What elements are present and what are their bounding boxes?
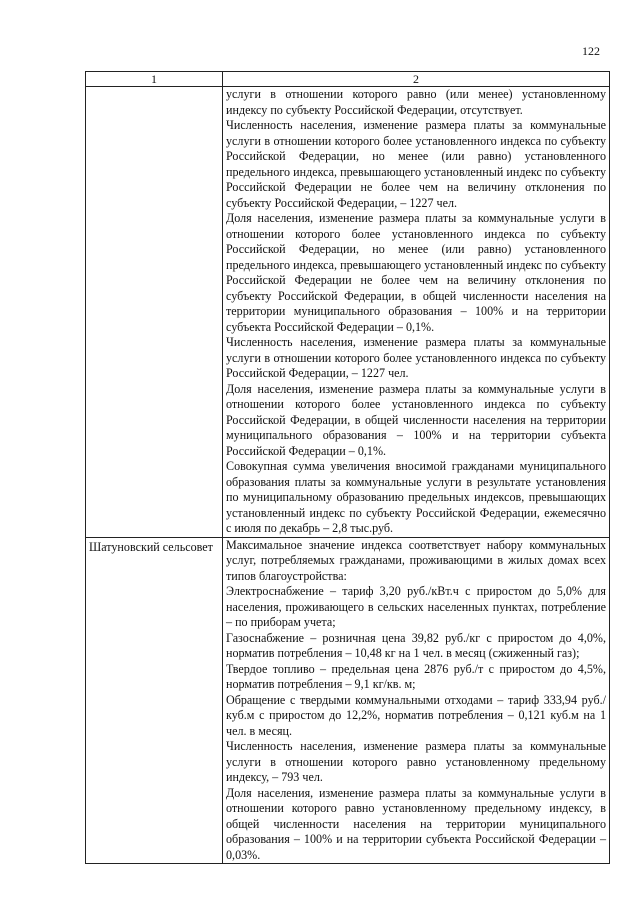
municipal-tariff-table xyxy=(85,71,610,864)
region-name xyxy=(89,87,219,89)
table-row xyxy=(86,87,610,538)
region-cell xyxy=(86,537,223,864)
paragraph: Численность населения, изменение размера платы за коммунальные услуги в отношении которого более установленного индекса по субъекту Российской Федерации, – 1227 чел. xyxy=(226,335,606,380)
description-cell xyxy=(223,537,610,864)
paragraph: Доля населения, изменение размера платы за коммунальные услуги в отношении которого более установленного индекса по субъекту Российской Федерации, но менее (или равно) установленного предельного индекса, превышающего установленный индекс по субъекту Российской Федерации не более чем на величину отклонения по субъекту Российской Федерации, в общей численности населения на территории муниципального образования – 100% и на территории субъекта Российской Федерации – 0,1%. xyxy=(226,211,606,334)
paragraph: услуги в отношении которого равно (или менее) установленному индексу по субъекту Российской Федерации, отсутствует. xyxy=(226,87,606,117)
paragraph: Газоснабжение – розничная цена 39,82 руб./кг с приростом до 4,0%, норматив потребления – 10,48 кг на 1 чел. в месяц (сжиженный газ); xyxy=(226,630,606,660)
column-header-2: 2 xyxy=(223,72,610,87)
paragraph: Электроснабжение – тариф 3,20 руб./кВт.ч с приростом до 5,0% для населения, проживающего в сельских населенных пунктах, потребление – по приборам учета; xyxy=(226,584,606,629)
description-cell xyxy=(223,87,610,538)
region-cell xyxy=(86,87,223,538)
paragraph: Доля населения, изменение размера платы за коммунальные услуги в отношении которого более установленного индекса по субъекту Российской Федерации, в общей численности населения на территории муниципального образования – 100% и на территории субъекта Российской Федерации – 0,1%. xyxy=(226,381,606,458)
table-row xyxy=(86,537,610,864)
table-header-row xyxy=(86,72,610,87)
region-name: Шатуновский сельсовет xyxy=(89,539,213,554)
paragraph: Твердое топливо – предельная цена 2876 руб./т с приростом до 4,5%, норматив потребления – 9,1 кг/кв. м; xyxy=(226,661,606,691)
paragraph: Численность населения, изменение размера платы за коммунальные услуги в отношении которого равно установленному предельному индексу, – 793 чел. xyxy=(226,739,606,784)
paragraph: Максимальное значение индекса соответствует набору коммунальных услуг, потребляемых гражданами, проживающими в жилых домах всех типов благоустройства: xyxy=(226,537,606,583)
column-header-1: 1 xyxy=(86,72,223,87)
paragraph: Численность населения, изменение размера платы за коммунальные услуги в отношении которого более установленного индекса по субъекту Российской Федерации, но менее (или равно) установленного предельного индекса, превышающего установленный индекс по субъекту Российской Федерации не более чем на величину отклонения по субъекту Российской Федерации, – 1227 чел. xyxy=(226,118,606,210)
paragraph: Обращение с твердыми коммунальными отходами – тариф 333,94 руб./куб.м с приростом до 12,2%, норматив потребления – 0,121 куб.м на 1 чел. в месяц. xyxy=(226,692,606,738)
paragraph: Совокупная сумма увеличения вносимой гражданами муниципального образования платы за коммунальные услуги в результате установления по муниципальному образованию предельных индексов, превышающих установленный индекс по субъекту Российской Федерации, ежемесячно с июля по декабрь – 2,8 тыс.руб. xyxy=(226,459,606,535)
page-number: 122 xyxy=(582,44,600,58)
paragraph: Доля населения, изменение размера платы за коммунальные услуги в отношении которого равно установленному предельному индексу, в общей численности населения на территории муниципального образования – 100% и на территории субъекта Российской Федерации – 0,03%. xyxy=(226,785,606,862)
